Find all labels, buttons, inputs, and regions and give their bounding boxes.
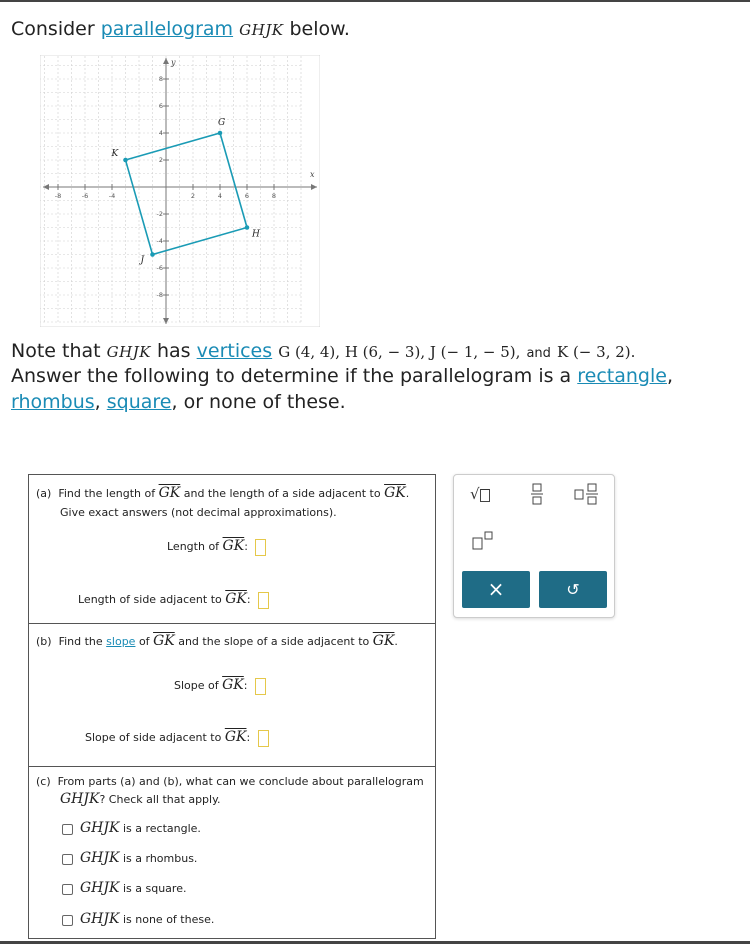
x-tick-label: -4 (108, 192, 116, 200)
y-tick-label: 4 (158, 129, 163, 137)
square-link[interactable]: square (106, 391, 172, 413)
sqrt-button[interactable]: √ (470, 485, 490, 503)
part-a-question: (a) Find the length of $\overline{GK}$ and the length of a side adjacent to $\overline{GK}$. (36, 485, 410, 501)
checkbox[interactable] (62, 915, 73, 926)
vertex-label-j: J (140, 255, 145, 266)
slope-gk-input[interactable] (255, 678, 266, 695)
y-tick-label: -6 (156, 264, 163, 272)
checkbox[interactable] (62, 824, 73, 835)
checkbox[interactable] (62, 854, 73, 865)
mixed-number-button[interactable] (574, 483, 600, 509)
fraction-icon (530, 483, 544, 505)
intro-line: Consider parallelogram GHJK below. (11, 18, 350, 40)
part-b (29, 623, 435, 767)
x-axis-label: x (310, 170, 315, 179)
clear-button[interactable]: × (462, 571, 530, 608)
rectangle-link[interactable]: rectangle (577, 365, 667, 387)
y-tick-label: 8 (158, 75, 163, 83)
part-a-instruction: Give exact answers (not decimal approximations). (60, 506, 337, 519)
vertex-g (218, 131, 223, 136)
vertex-label-k: K (111, 149, 119, 159)
parallelogram-link[interactable]: parallelogram (100, 18, 234, 40)
part-c-question-line2: GHJK? Check all that apply. (60, 791, 221, 807)
vertex-label-g: G (218, 118, 226, 128)
fraction-button[interactable] (530, 483, 544, 509)
slope-adjacent-row: Slope of side adjacent to $\overline{GK}$: (85, 729, 269, 747)
length-gk-input[interactable] (255, 539, 266, 556)
y-tick-label: 6 (158, 102, 163, 110)
vertex-h (245, 225, 250, 230)
slope-adjacent-input[interactable] (258, 730, 269, 747)
option-rectangle[interactable]: GHJK is a rectangle. (62, 820, 201, 836)
intro-name: GHJK (239, 21, 284, 39)
x-tick-label: 4 (217, 192, 223, 200)
y-tick-label: -8 (156, 291, 163, 299)
y-tick-label: 2 (158, 156, 163, 164)
answer-panel (28, 474, 436, 939)
vertex-k: K (− 3, 2). (556, 343, 636, 361)
part-b-question: (b) Find the slope of $\overline{GK}$ and the slope of a side adjacent to $\overline{GK}$. (36, 633, 398, 649)
x-tick-label: -8 (54, 192, 62, 200)
undo-button[interactable]: ↺ (539, 571, 607, 608)
part-c-question: (c) From parts (a) and (b), what can we conclude about parallelogram (36, 775, 424, 788)
length-adjacent-row: Length of side adjacent to $\overline{GK}$: (78, 591, 269, 609)
coordinate-graph (40, 55, 320, 327)
vertex-j (150, 252, 155, 257)
part-c (29, 766, 435, 939)
y-axis-label: y (171, 58, 176, 67)
slope-link[interactable]: slope (106, 635, 136, 648)
x-tick-label: 2 (190, 192, 196, 200)
math-palette (453, 474, 615, 618)
option-none[interactable]: GHJK is none of these. (62, 911, 214, 927)
part-a (29, 475, 435, 623)
option-rhombus[interactable]: GHJK is a rhombus. (62, 850, 197, 866)
vertex-coords: G (4, 4), H (6, − 3), J (− 1, − 5), (278, 343, 521, 361)
length-gk-row: Length of $\overline{GK}$: (167, 538, 266, 556)
mixed-number-icon (574, 483, 600, 505)
exponent-icon (472, 531, 494, 551)
vertex-label-h: H (252, 229, 260, 240)
vertices-link[interactable]: vertices (196, 340, 273, 362)
top-border (0, 0, 750, 2)
slope-gk-row: Slope of $\overline{GK}$: (174, 677, 266, 695)
checkbox[interactable] (62, 884, 73, 895)
x-tick-label: 8 (271, 192, 277, 200)
option-square[interactable]: GHJK is a square. (62, 880, 186, 896)
exponent-button[interactable] (472, 531, 494, 555)
y-tick-label: -4 (156, 237, 163, 245)
rhombus-link[interactable]: rhombus (11, 391, 95, 413)
note-line: Note that GHJK has vertices G (4, 4), H (6, − 3), J (− 1, − 5), and K (− 3, 2). (11, 340, 636, 362)
question-line2: rhombus, square, or none of these. (11, 391, 346, 413)
vertex-k (123, 158, 128, 163)
x-tick-label: -6 (81, 192, 89, 200)
x-tick-label: 6 (244, 192, 250, 200)
y-tick-label: -2 (156, 210, 163, 218)
question-line1: Answer the following to determine if the parallelogram is a rectangle, (11, 365, 673, 387)
length-adjacent-input[interactable] (258, 592, 269, 609)
